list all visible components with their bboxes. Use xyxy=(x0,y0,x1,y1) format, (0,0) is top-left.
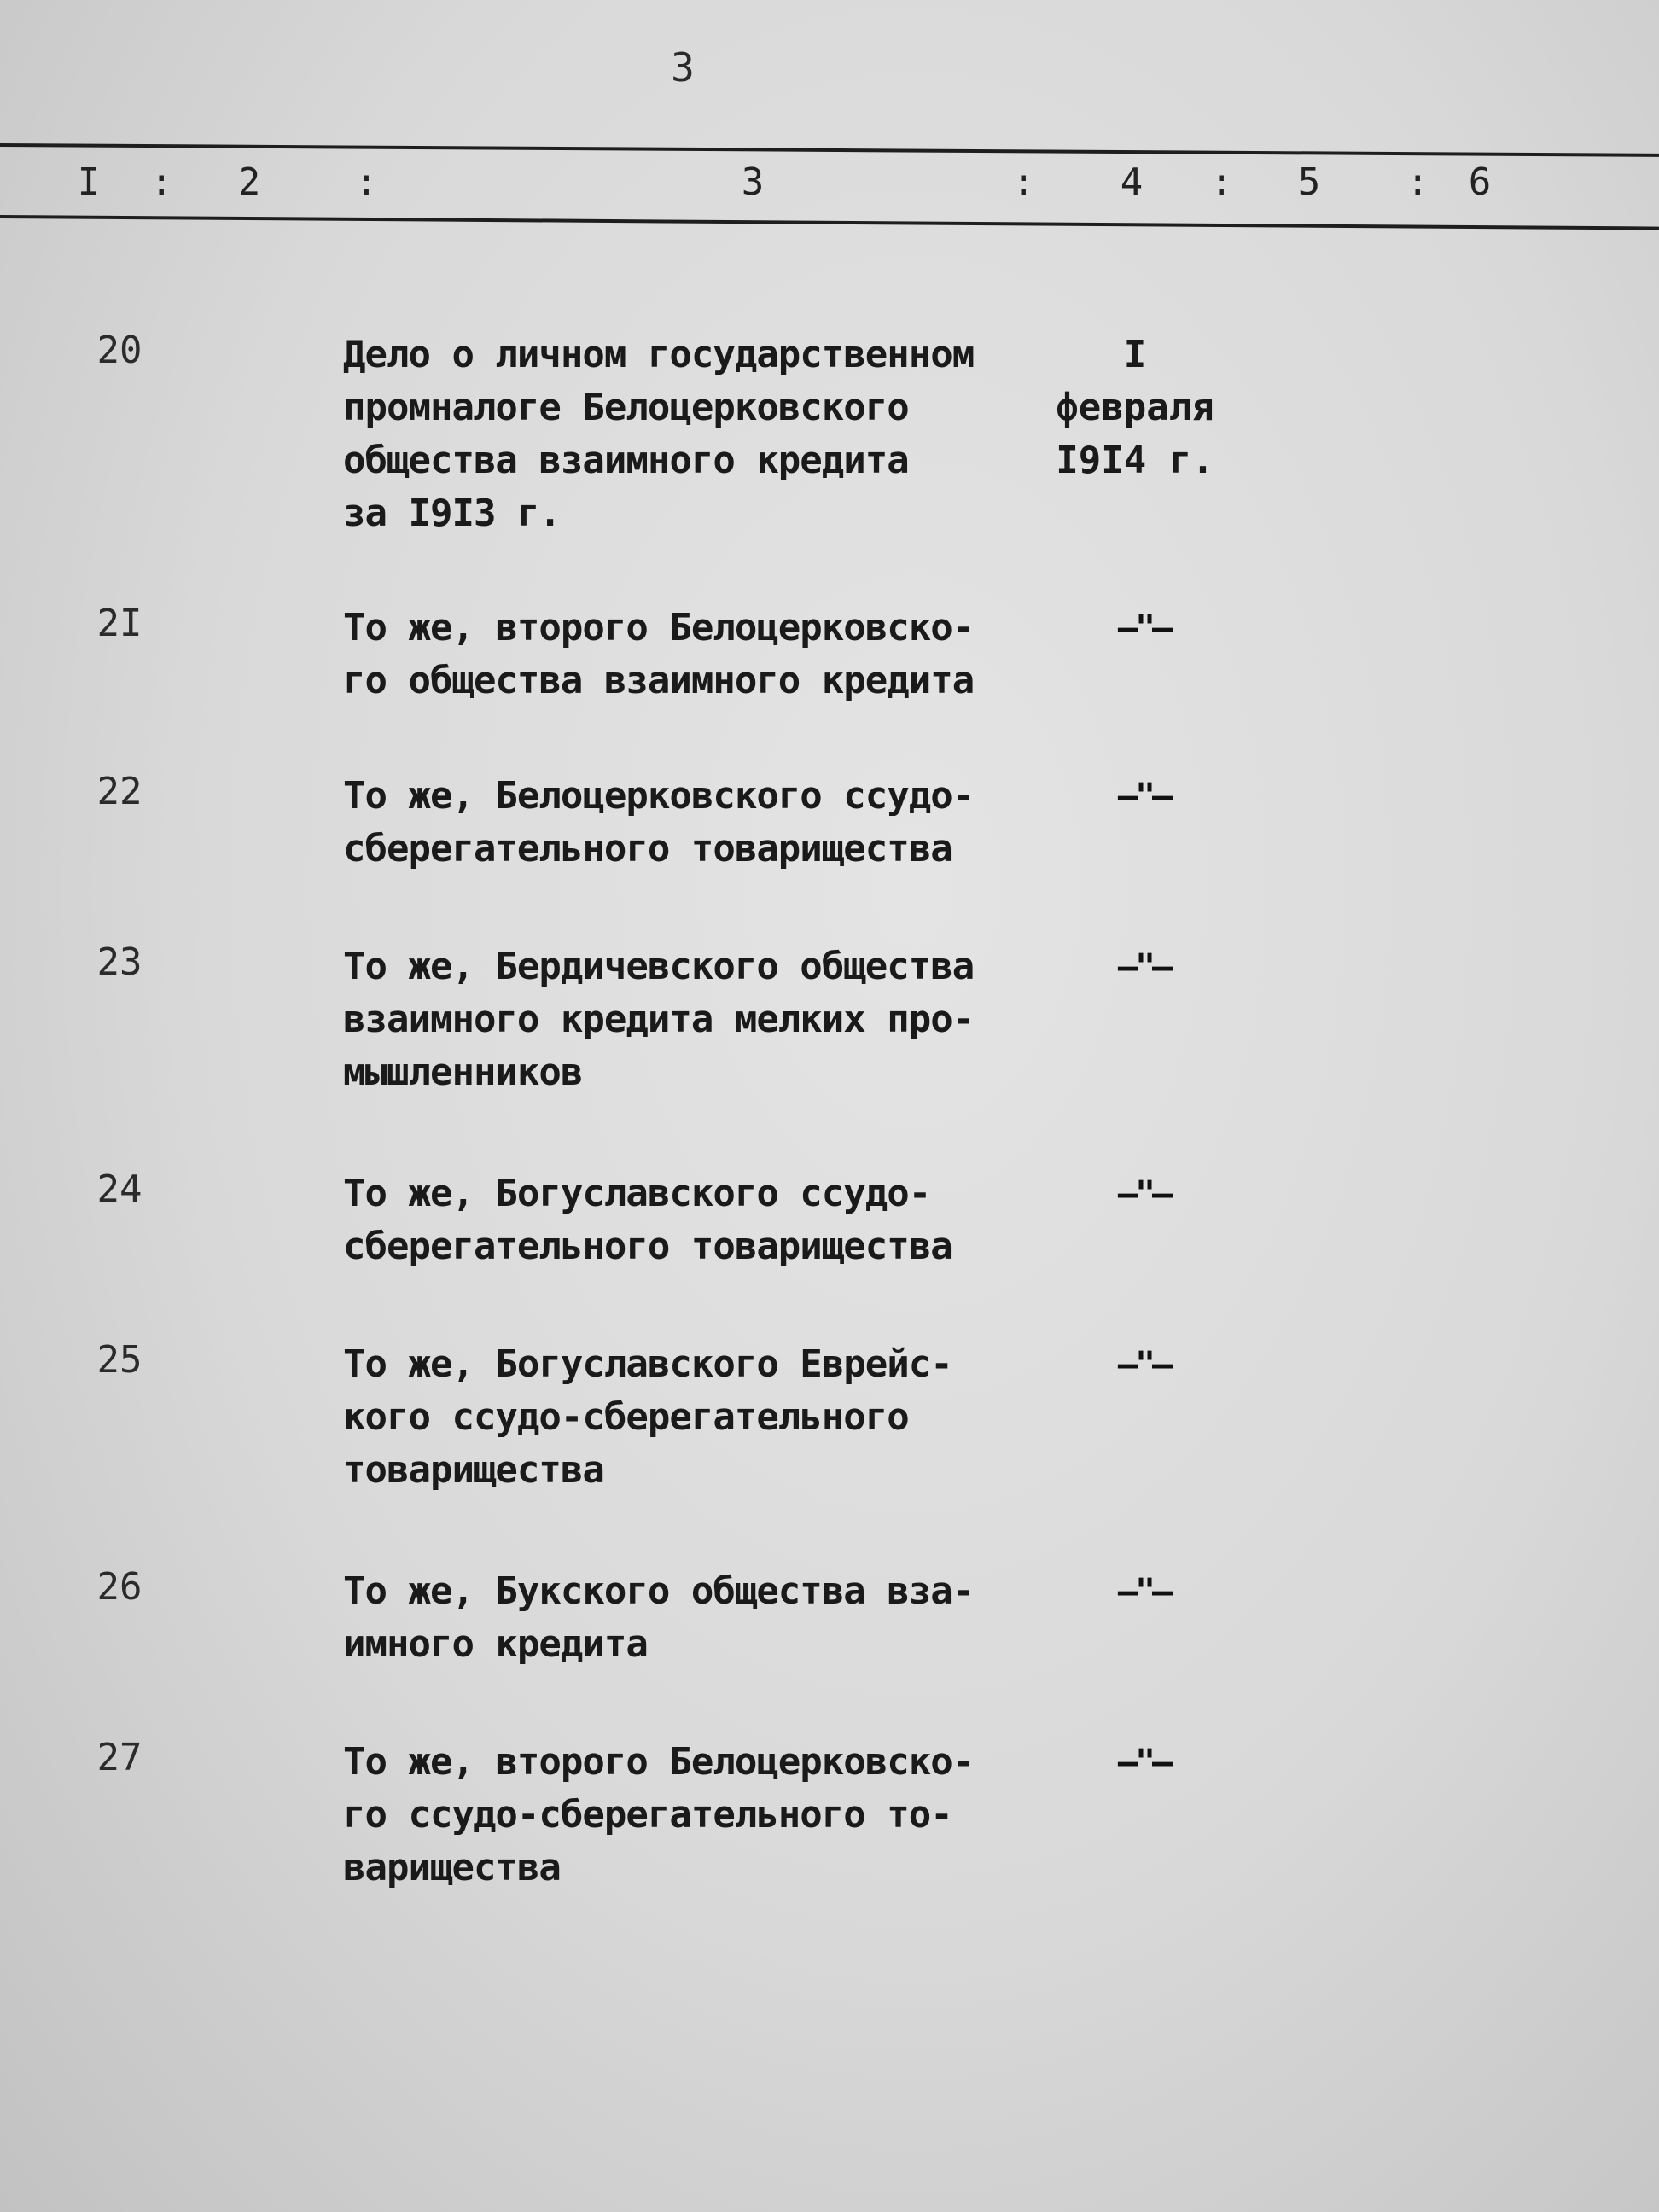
ditto-mark: —"— xyxy=(1117,1174,1170,1214)
column-header-4: 4 xyxy=(1120,160,1144,204)
entry-number: 27 xyxy=(96,1736,143,1779)
entry-date: I февраля I9I4 г. xyxy=(1056,333,1214,482)
entry-number: 25 xyxy=(96,1338,143,1382)
entry-number: 24 xyxy=(96,1167,143,1211)
ditto-mark: —"— xyxy=(1117,1572,1170,1611)
entry-number: 20 xyxy=(96,329,143,372)
column-separator: : xyxy=(355,160,378,204)
entry-description: То же, Букского общества вза- имного кредита xyxy=(343,1569,975,1666)
entry-description: То же, Бердичевского общества взаимного кредита мелких про- мышленников xyxy=(343,945,975,1094)
column-header-5: 5 xyxy=(1297,160,1321,204)
column-header-1: I xyxy=(77,160,101,204)
table-header xyxy=(0,160,1659,203)
entry-number: 22 xyxy=(96,770,143,813)
ditto-mark: —"— xyxy=(1117,1345,1170,1384)
column-header-3: 3 xyxy=(741,160,765,204)
column-separator: : xyxy=(1406,160,1429,204)
ditto-mark: —"— xyxy=(1117,1743,1170,1782)
ditto-mark: —"— xyxy=(1117,777,1170,816)
entry-description: То же, второго Белоцерковско- го ссудо-сберегательного то- варищества xyxy=(343,1740,975,1889)
table-top-rule xyxy=(0,143,1659,157)
entry-number: 26 xyxy=(96,1565,143,1609)
column-separator: : xyxy=(150,160,173,204)
entry-number: 2I xyxy=(96,602,143,645)
column-separator: : xyxy=(1012,160,1035,204)
page-number: 3 xyxy=(671,44,695,90)
entry-number: 23 xyxy=(96,940,143,984)
entry-description: То же, Белоцерковского ссудо- сберегательного товарищества xyxy=(343,774,975,870)
entry-description: Дело о личном государственном промналоге Белоцерковского общества взаимного кредита за I9I3 г. xyxy=(343,333,975,535)
entry-description: То же, Богуславского Еврейс- кого ссудо-сберегательного товарищества xyxy=(343,1342,952,1492)
table-header-rule xyxy=(0,215,1659,230)
entry-description: То же, второго Белоцерковско- го общества взаимного кредита xyxy=(343,606,975,702)
ditto-mark: —"— xyxy=(1117,947,1170,987)
column-header-6: 6 xyxy=(1468,160,1492,204)
column-separator: : xyxy=(1210,160,1233,204)
ditto-mark: —"— xyxy=(1117,608,1170,648)
entry-description: То же, Богуславского ссудо- сберегательного товарищества xyxy=(343,1172,952,1268)
column-header-2: 2 xyxy=(237,160,261,204)
